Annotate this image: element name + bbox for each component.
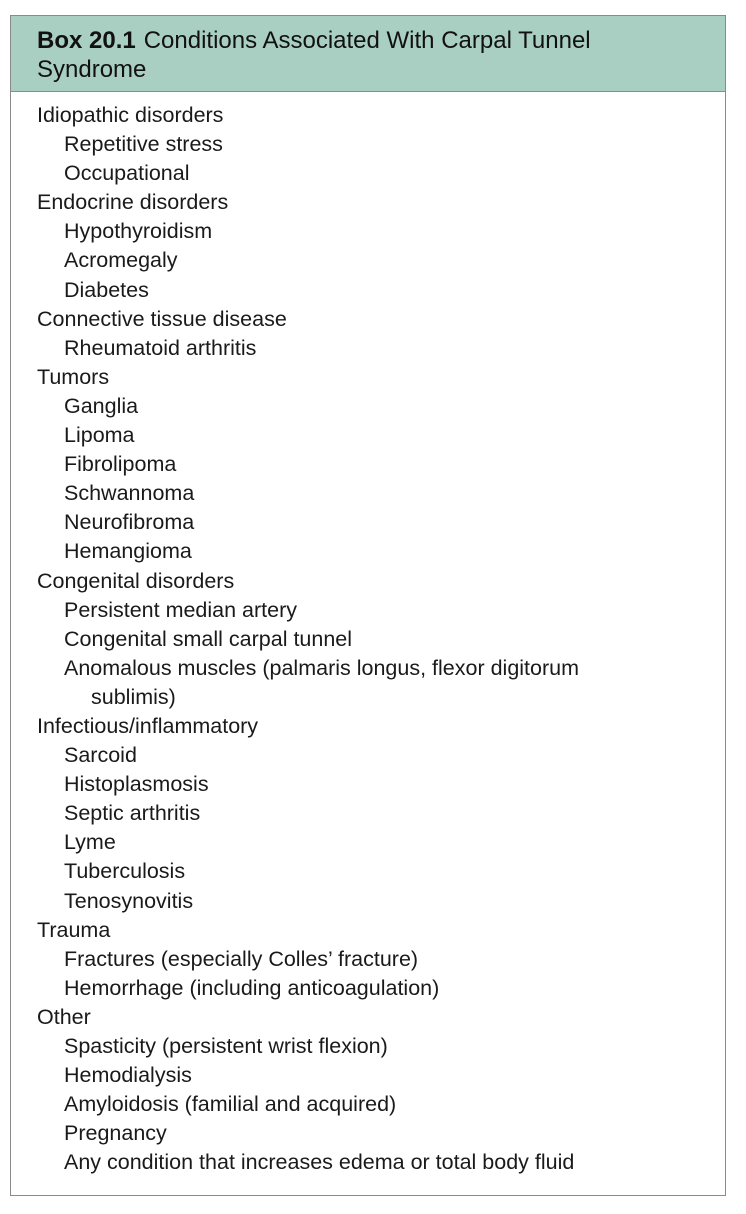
box-title: [37, 26, 699, 84]
category-heading: Trauma: [37, 917, 111, 942]
condition-group: [37, 916, 725, 1003]
condition-item: Spasticity (persistent wrist flexion): [64, 1034, 388, 1058]
category-heading: Endocrine disorders: [37, 190, 229, 215]
condition-item: Fibrolipoma: [64, 452, 177, 477]
category-heading: Idiopathic disorders: [37, 103, 224, 127]
condition-item: Histoplasmosis: [64, 772, 209, 797]
box-title-line2: Syndrome: [37, 56, 147, 83]
condition-item: Tuberculosis: [64, 859, 186, 884]
condition-group: [37, 363, 725, 567]
condition-item: Amyloidosis (familial and acquired): [64, 1092, 397, 1117]
category-heading: Connective tissue disease: [37, 306, 287, 331]
box-container: [10, 15, 726, 1196]
condition-list: [37, 130, 725, 188]
condition-list: [37, 741, 725, 916]
condition-item: Diabetes: [64, 277, 149, 302]
condition-group: [37, 188, 725, 304]
condition-item: Hemorrhage (including anticoagulation): [64, 975, 440, 1000]
category-heading: Other: [37, 1004, 91, 1029]
condition-item: Repetitive stress: [64, 132, 223, 157]
condition-item: Lyme: [64, 830, 116, 855]
box-title-line1: Conditions Associated With Carpal Tunnel: [143, 27, 591, 54]
condition-list: [37, 334, 725, 363]
condition-item: Neurofibroma: [64, 510, 195, 535]
condition-group: [37, 101, 725, 188]
box-header: [11, 16, 725, 92]
condition-item: Septic arthritis: [64, 801, 201, 826]
condition-item: Hemodialysis: [64, 1063, 192, 1088]
condition-item: Fractures (especially Colles’ fracture): [64, 946, 419, 971]
condition-list: [37, 1032, 725, 1177]
condition-item: Lipoma: [64, 423, 135, 448]
box-number: Box 20.1: [37, 27, 136, 54]
condition-group: [37, 567, 725, 712]
condition-item: Pregnancy: [64, 1121, 167, 1146]
condition-item: Sarcoid: [64, 743, 137, 768]
category-heading: Congenital disorders: [37, 568, 235, 593]
condition-item: Congenital small carpal tunnel: [64, 626, 353, 651]
condition-list: [37, 945, 725, 1003]
box-body: [11, 92, 725, 1177]
condition-item: Hemangioma: [64, 539, 192, 564]
condition-item: Rheumatoid arthritis: [64, 335, 257, 360]
condition-item-line2: sublimis): [91, 684, 176, 709]
category-heading: Tumors: [37, 364, 110, 389]
condition-group: [37, 712, 725, 916]
condition-list: [37, 392, 725, 567]
condition-item: Schwannoma: [64, 481, 195, 506]
condition-item-multiline: [37, 654, 725, 712]
condition-list: [37, 596, 725, 712]
condition-item: Acromegaly: [64, 248, 178, 273]
category-heading: Infectious/inflammatory: [37, 713, 259, 738]
condition-item: Persistent median artery: [64, 597, 298, 622]
condition-item: Tenosynovitis: [64, 888, 194, 913]
condition-item: Any condition that increases edema or total body fluid: [64, 1150, 575, 1175]
condition-item-line1: Anomalous muscles (palmaris longus, flexor digitorum: [64, 655, 580, 680]
condition-item: Hypothyroidism: [64, 219, 213, 244]
condition-group: [37, 1003, 725, 1178]
condition-item: Occupational: [64, 161, 190, 186]
condition-list: [37, 217, 725, 304]
condition-item: Ganglia: [64, 393, 139, 418]
condition-group: [37, 305, 725, 363]
